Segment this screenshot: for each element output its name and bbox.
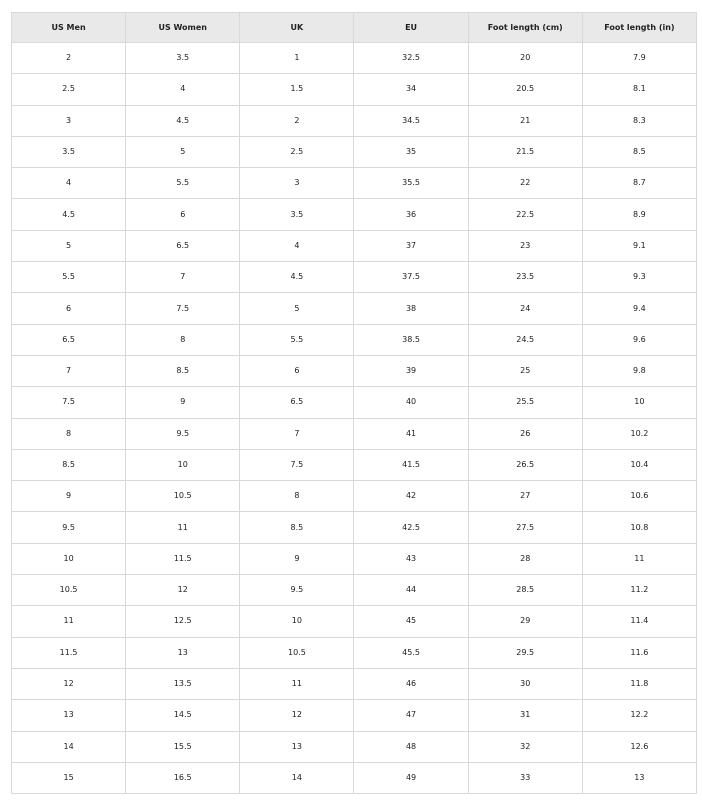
cell-foot-length-cm: 27 <box>468 481 582 512</box>
cell-eu: 42.5 <box>354 512 468 543</box>
cell-us-men: 5.5 <box>12 262 126 293</box>
cell-us-men: 11 <box>12 606 126 637</box>
cell-eu: 37.5 <box>354 262 468 293</box>
header-foot-length-in: Foot length (in) <box>582 13 696 43</box>
cell-foot-length-cm: 28 <box>468 543 582 574</box>
cell-foot-length-cm: 31 <box>468 700 582 731</box>
table-row <box>12 136 697 167</box>
cell-eu: 45.5 <box>354 637 468 668</box>
cell-foot-length-cm: 23.5 <box>468 262 582 293</box>
cell-uk: 5 <box>240 293 354 324</box>
cell-eu: 34.5 <box>354 105 468 136</box>
cell-uk: 6.5 <box>240 387 354 418</box>
cell-eu: 39 <box>354 355 468 386</box>
cell-eu: 42 <box>354 481 468 512</box>
cell-us-women: 10 <box>126 449 240 480</box>
cell-uk: 8 <box>240 481 354 512</box>
cell-us-women: 12 <box>126 575 240 606</box>
cell-us-women: 5 <box>126 136 240 167</box>
cell-foot-length-cm: 25 <box>468 355 582 386</box>
cell-us-men: 8 <box>12 418 126 449</box>
cell-us-women: 7.5 <box>126 293 240 324</box>
cell-eu: 38 <box>354 293 468 324</box>
header-us-women: US Women <box>126 13 240 43</box>
cell-foot-length-cm: 26 <box>468 418 582 449</box>
cell-eu: 36 <box>354 199 468 230</box>
table-row <box>12 168 697 199</box>
cell-us-men: 11.5 <box>12 637 126 668</box>
cell-eu: 37 <box>354 230 468 261</box>
cell-us-women: 12.5 <box>126 606 240 637</box>
cell-us-men: 6 <box>12 293 126 324</box>
cell-foot-length-in: 12.6 <box>582 731 696 762</box>
table-row <box>12 418 697 449</box>
table-row <box>12 387 697 418</box>
cell-us-men: 10 <box>12 543 126 574</box>
cell-us-men: 8.5 <box>12 449 126 480</box>
cell-uk: 7.5 <box>240 449 354 480</box>
cell-eu: 41 <box>354 418 468 449</box>
cell-eu: 34 <box>354 74 468 105</box>
table-row <box>12 230 697 261</box>
cell-foot-length-in: 11.2 <box>582 575 696 606</box>
cell-uk: 8.5 <box>240 512 354 543</box>
cell-foot-length-cm: 21 <box>468 105 582 136</box>
table-body <box>12 43 697 794</box>
cell-foot-length-cm: 29 <box>468 606 582 637</box>
table-row <box>12 105 697 136</box>
cell-uk: 12 <box>240 700 354 731</box>
table-row <box>12 731 697 762</box>
cell-us-women: 15.5 <box>126 731 240 762</box>
cell-foot-length-cm: 33 <box>468 762 582 793</box>
size-chart-container <box>11 12 697 794</box>
cell-us-men: 4.5 <box>12 199 126 230</box>
cell-eu: 48 <box>354 731 468 762</box>
cell-foot-length-in: 8.1 <box>582 74 696 105</box>
cell-uk: 13 <box>240 731 354 762</box>
cell-uk: 4.5 <box>240 262 354 293</box>
cell-us-men: 5 <box>12 230 126 261</box>
cell-foot-length-cm: 23 <box>468 230 582 261</box>
table-row <box>12 606 697 637</box>
cell-foot-length-in: 8.9 <box>582 199 696 230</box>
table-row <box>12 449 697 480</box>
cell-us-men: 2 <box>12 43 126 74</box>
cell-foot-length-in: 10.6 <box>582 481 696 512</box>
cell-us-men: 2.5 <box>12 74 126 105</box>
cell-uk: 1.5 <box>240 74 354 105</box>
cell-uk: 2.5 <box>240 136 354 167</box>
cell-foot-length-in: 11.4 <box>582 606 696 637</box>
table-row <box>12 637 697 668</box>
cell-us-men: 7.5 <box>12 387 126 418</box>
cell-foot-length-cm: 28.5 <box>468 575 582 606</box>
cell-eu: 41.5 <box>354 449 468 480</box>
cell-foot-length-cm: 20.5 <box>468 74 582 105</box>
cell-eu: 44 <box>354 575 468 606</box>
cell-foot-length-cm: 22.5 <box>468 199 582 230</box>
cell-us-men: 3 <box>12 105 126 136</box>
cell-foot-length-in: 10.2 <box>582 418 696 449</box>
cell-foot-length-in: 7.9 <box>582 43 696 74</box>
table-row <box>12 293 697 324</box>
cell-eu: 46 <box>354 668 468 699</box>
cell-us-women: 9 <box>126 387 240 418</box>
cell-foot-length-in: 10.4 <box>582 449 696 480</box>
cell-foot-length-in: 8.3 <box>582 105 696 136</box>
table-row <box>12 762 697 793</box>
cell-foot-length-cm: 27.5 <box>468 512 582 543</box>
cell-us-women: 10.5 <box>126 481 240 512</box>
table-row <box>12 199 697 230</box>
cell-us-men: 9 <box>12 481 126 512</box>
table-row <box>12 324 697 355</box>
table-row <box>12 575 697 606</box>
cell-us-men: 12 <box>12 668 126 699</box>
table-row <box>12 43 697 74</box>
cell-uk: 10 <box>240 606 354 637</box>
cell-foot-length-in: 9.3 <box>582 262 696 293</box>
header-row <box>12 13 697 43</box>
cell-eu: 43 <box>354 543 468 574</box>
cell-uk: 7 <box>240 418 354 449</box>
cell-eu: 40 <box>354 387 468 418</box>
cell-foot-length-in: 9.1 <box>582 230 696 261</box>
cell-us-men: 6.5 <box>12 324 126 355</box>
cell-eu: 35.5 <box>354 168 468 199</box>
cell-uk: 3 <box>240 168 354 199</box>
cell-uk: 10.5 <box>240 637 354 668</box>
cell-uk: 11 <box>240 668 354 699</box>
cell-foot-length-in: 9.6 <box>582 324 696 355</box>
cell-us-men: 4 <box>12 168 126 199</box>
cell-foot-length-cm: 25.5 <box>468 387 582 418</box>
cell-foot-length-in: 13 <box>582 762 696 793</box>
header-eu: EU <box>354 13 468 43</box>
cell-foot-length-cm: 29.5 <box>468 637 582 668</box>
cell-foot-length-cm: 20 <box>468 43 582 74</box>
cell-foot-length-in: 11.6 <box>582 637 696 668</box>
table-row <box>12 481 697 512</box>
cell-us-women: 8.5 <box>126 355 240 386</box>
cell-uk: 9 <box>240 543 354 574</box>
cell-foot-length-in: 12.2 <box>582 700 696 731</box>
cell-foot-length-in: 10.8 <box>582 512 696 543</box>
cell-us-men: 9.5 <box>12 512 126 543</box>
cell-eu: 35 <box>354 136 468 167</box>
cell-foot-length-in: 9.4 <box>582 293 696 324</box>
cell-us-women: 16.5 <box>126 762 240 793</box>
cell-us-men: 7 <box>12 355 126 386</box>
cell-us-women: 4 <box>126 74 240 105</box>
table-row <box>12 543 697 574</box>
table-row <box>12 700 697 731</box>
cell-us-women: 4.5 <box>126 105 240 136</box>
cell-us-men: 13 <box>12 700 126 731</box>
cell-foot-length-in: 11.8 <box>582 668 696 699</box>
cell-uk: 14 <box>240 762 354 793</box>
size-chart-table <box>11 12 697 794</box>
cell-uk: 4 <box>240 230 354 261</box>
cell-foot-length-in: 11 <box>582 543 696 574</box>
cell-foot-length-cm: 26.5 <box>468 449 582 480</box>
cell-foot-length-in: 8.5 <box>582 136 696 167</box>
cell-us-women: 14.5 <box>126 700 240 731</box>
cell-us-women: 8 <box>126 324 240 355</box>
cell-eu: 47 <box>354 700 468 731</box>
cell-us-men: 14 <box>12 731 126 762</box>
table-header <box>12 13 697 43</box>
cell-us-women: 11 <box>126 512 240 543</box>
cell-us-women: 6 <box>126 199 240 230</box>
cell-foot-length-cm: 24 <box>468 293 582 324</box>
cell-uk: 6 <box>240 355 354 386</box>
cell-foot-length-in: 10 <box>582 387 696 418</box>
cell-us-women: 6.5 <box>126 230 240 261</box>
cell-foot-length-cm: 32 <box>468 731 582 762</box>
table-row <box>12 355 697 386</box>
cell-foot-length-in: 8.7 <box>582 168 696 199</box>
cell-foot-length-cm: 22 <box>468 168 582 199</box>
cell-us-women: 3.5 <box>126 43 240 74</box>
table-row <box>12 262 697 293</box>
cell-us-women: 7 <box>126 262 240 293</box>
cell-eu: 49 <box>354 762 468 793</box>
cell-uk: 3.5 <box>240 199 354 230</box>
cell-uk: 5.5 <box>240 324 354 355</box>
cell-uk: 2 <box>240 105 354 136</box>
cell-us-women: 5.5 <box>126 168 240 199</box>
cell-us-women: 11.5 <box>126 543 240 574</box>
cell-eu: 38.5 <box>354 324 468 355</box>
cell-us-women: 13.5 <box>126 668 240 699</box>
cell-eu: 45 <box>354 606 468 637</box>
table-row <box>12 668 697 699</box>
cell-foot-length-cm: 21.5 <box>468 136 582 167</box>
cell-uk: 1 <box>240 43 354 74</box>
cell-us-men: 3.5 <box>12 136 126 167</box>
header-us-men: US Men <box>12 13 126 43</box>
cell-us-men: 10.5 <box>12 575 126 606</box>
cell-us-women: 13 <box>126 637 240 668</box>
cell-foot-length-cm: 30 <box>468 668 582 699</box>
cell-foot-length-in: 9.8 <box>582 355 696 386</box>
table-row <box>12 74 697 105</box>
cell-us-men: 15 <box>12 762 126 793</box>
cell-eu: 32.5 <box>354 43 468 74</box>
cell-uk: 9.5 <box>240 575 354 606</box>
cell-foot-length-cm: 24.5 <box>468 324 582 355</box>
cell-us-women: 9.5 <box>126 418 240 449</box>
table-row <box>12 512 697 543</box>
header-foot-length-cm: Foot length (cm) <box>468 13 582 43</box>
header-uk: UK <box>240 13 354 43</box>
